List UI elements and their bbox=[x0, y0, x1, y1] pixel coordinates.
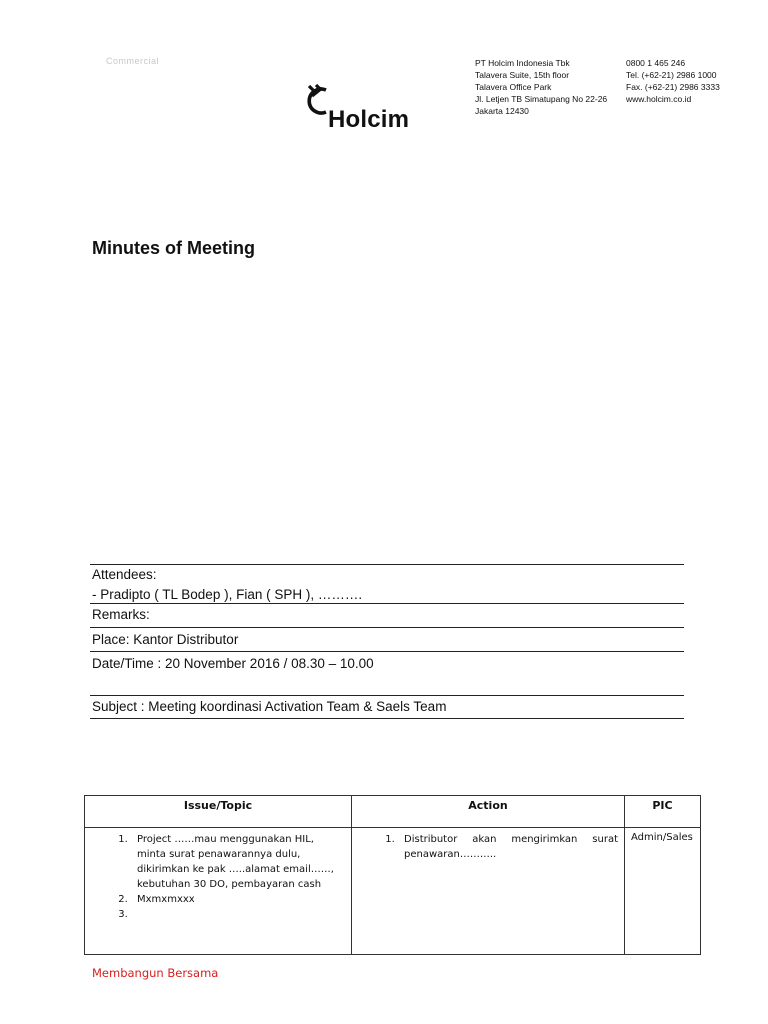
header-pic: PIC bbox=[625, 796, 701, 828]
document-title: Minutes of Meeting bbox=[92, 238, 255, 258]
company-name: Holcim bbox=[328, 106, 410, 133]
address-line: Talavera Suite, 15th floor bbox=[475, 70, 570, 80]
footer-slogan: Membangun Bersama bbox=[92, 966, 219, 980]
header-issue-topic: Issue/Topic bbox=[85, 796, 352, 828]
company-address bbox=[475, 57, 607, 117]
header-action: Action bbox=[352, 796, 625, 828]
table-row bbox=[85, 828, 701, 955]
classification-label: Commercial bbox=[106, 56, 160, 66]
divider bbox=[90, 695, 684, 696]
address-line: Talavera Office Park bbox=[475, 82, 552, 92]
website-link[interactable]: www.holcim.co.id bbox=[626, 94, 692, 104]
issue-cell bbox=[85, 828, 352, 955]
action-cell bbox=[352, 828, 625, 955]
remarks-label: Remarks: bbox=[92, 607, 150, 622]
divider bbox=[90, 718, 684, 719]
list-item bbox=[131, 907, 345, 922]
subject-field: Subject : Meeting koordinasi Activation Team & Saels Team bbox=[92, 699, 447, 714]
tel-line: Tel. (+62-21) 2986 1000 bbox=[626, 70, 717, 80]
address-line: Jl. Letjen TB Simatupang No 22-26 bbox=[475, 94, 608, 104]
attendees-value: - Pradipto ( TL Bodep ), Fian ( SPH ), ………. bbox=[92, 587, 363, 602]
attendees-label: Attendees: bbox=[92, 567, 157, 582]
divider bbox=[90, 627, 684, 628]
list-item: 1. Distributor akan mengirimkan surat penawaran……….. bbox=[398, 832, 618, 862]
divider bbox=[90, 603, 684, 604]
phone-line: 0800 1 465 246 bbox=[626, 58, 686, 68]
datetime-field: Date/Time : 20 November 2016 / 08.30 – 10.00 bbox=[92, 656, 374, 671]
pic-cell: Admin/Sales bbox=[625, 828, 701, 955]
company-contact bbox=[626, 57, 720, 105]
divider bbox=[90, 564, 684, 565]
list-item: 1. Project ……mau menggunakan HIL, minta surat penawarannya dulu, dikirimkan ke pak …..alamat email……, kebutuhan 30 DO, pembayaran cash bbox=[131, 832, 345, 892]
fax-line: Fax. (+62-21) 2986 3333 bbox=[626, 82, 720, 92]
list-item: 2. Mxmxmxxx bbox=[131, 892, 345, 907]
action-list bbox=[358, 832, 618, 862]
company-logo bbox=[300, 80, 430, 133]
minutes-table bbox=[84, 795, 701, 955]
table-header-row bbox=[85, 796, 701, 828]
issue-list bbox=[91, 832, 345, 922]
place-field: Place: Kantor Distributor bbox=[92, 632, 239, 647]
divider bbox=[90, 651, 684, 652]
address-line: Jakarta 12430 bbox=[475, 106, 529, 116]
address-line: PT Holcim Indonesia Tbk bbox=[475, 58, 570, 68]
